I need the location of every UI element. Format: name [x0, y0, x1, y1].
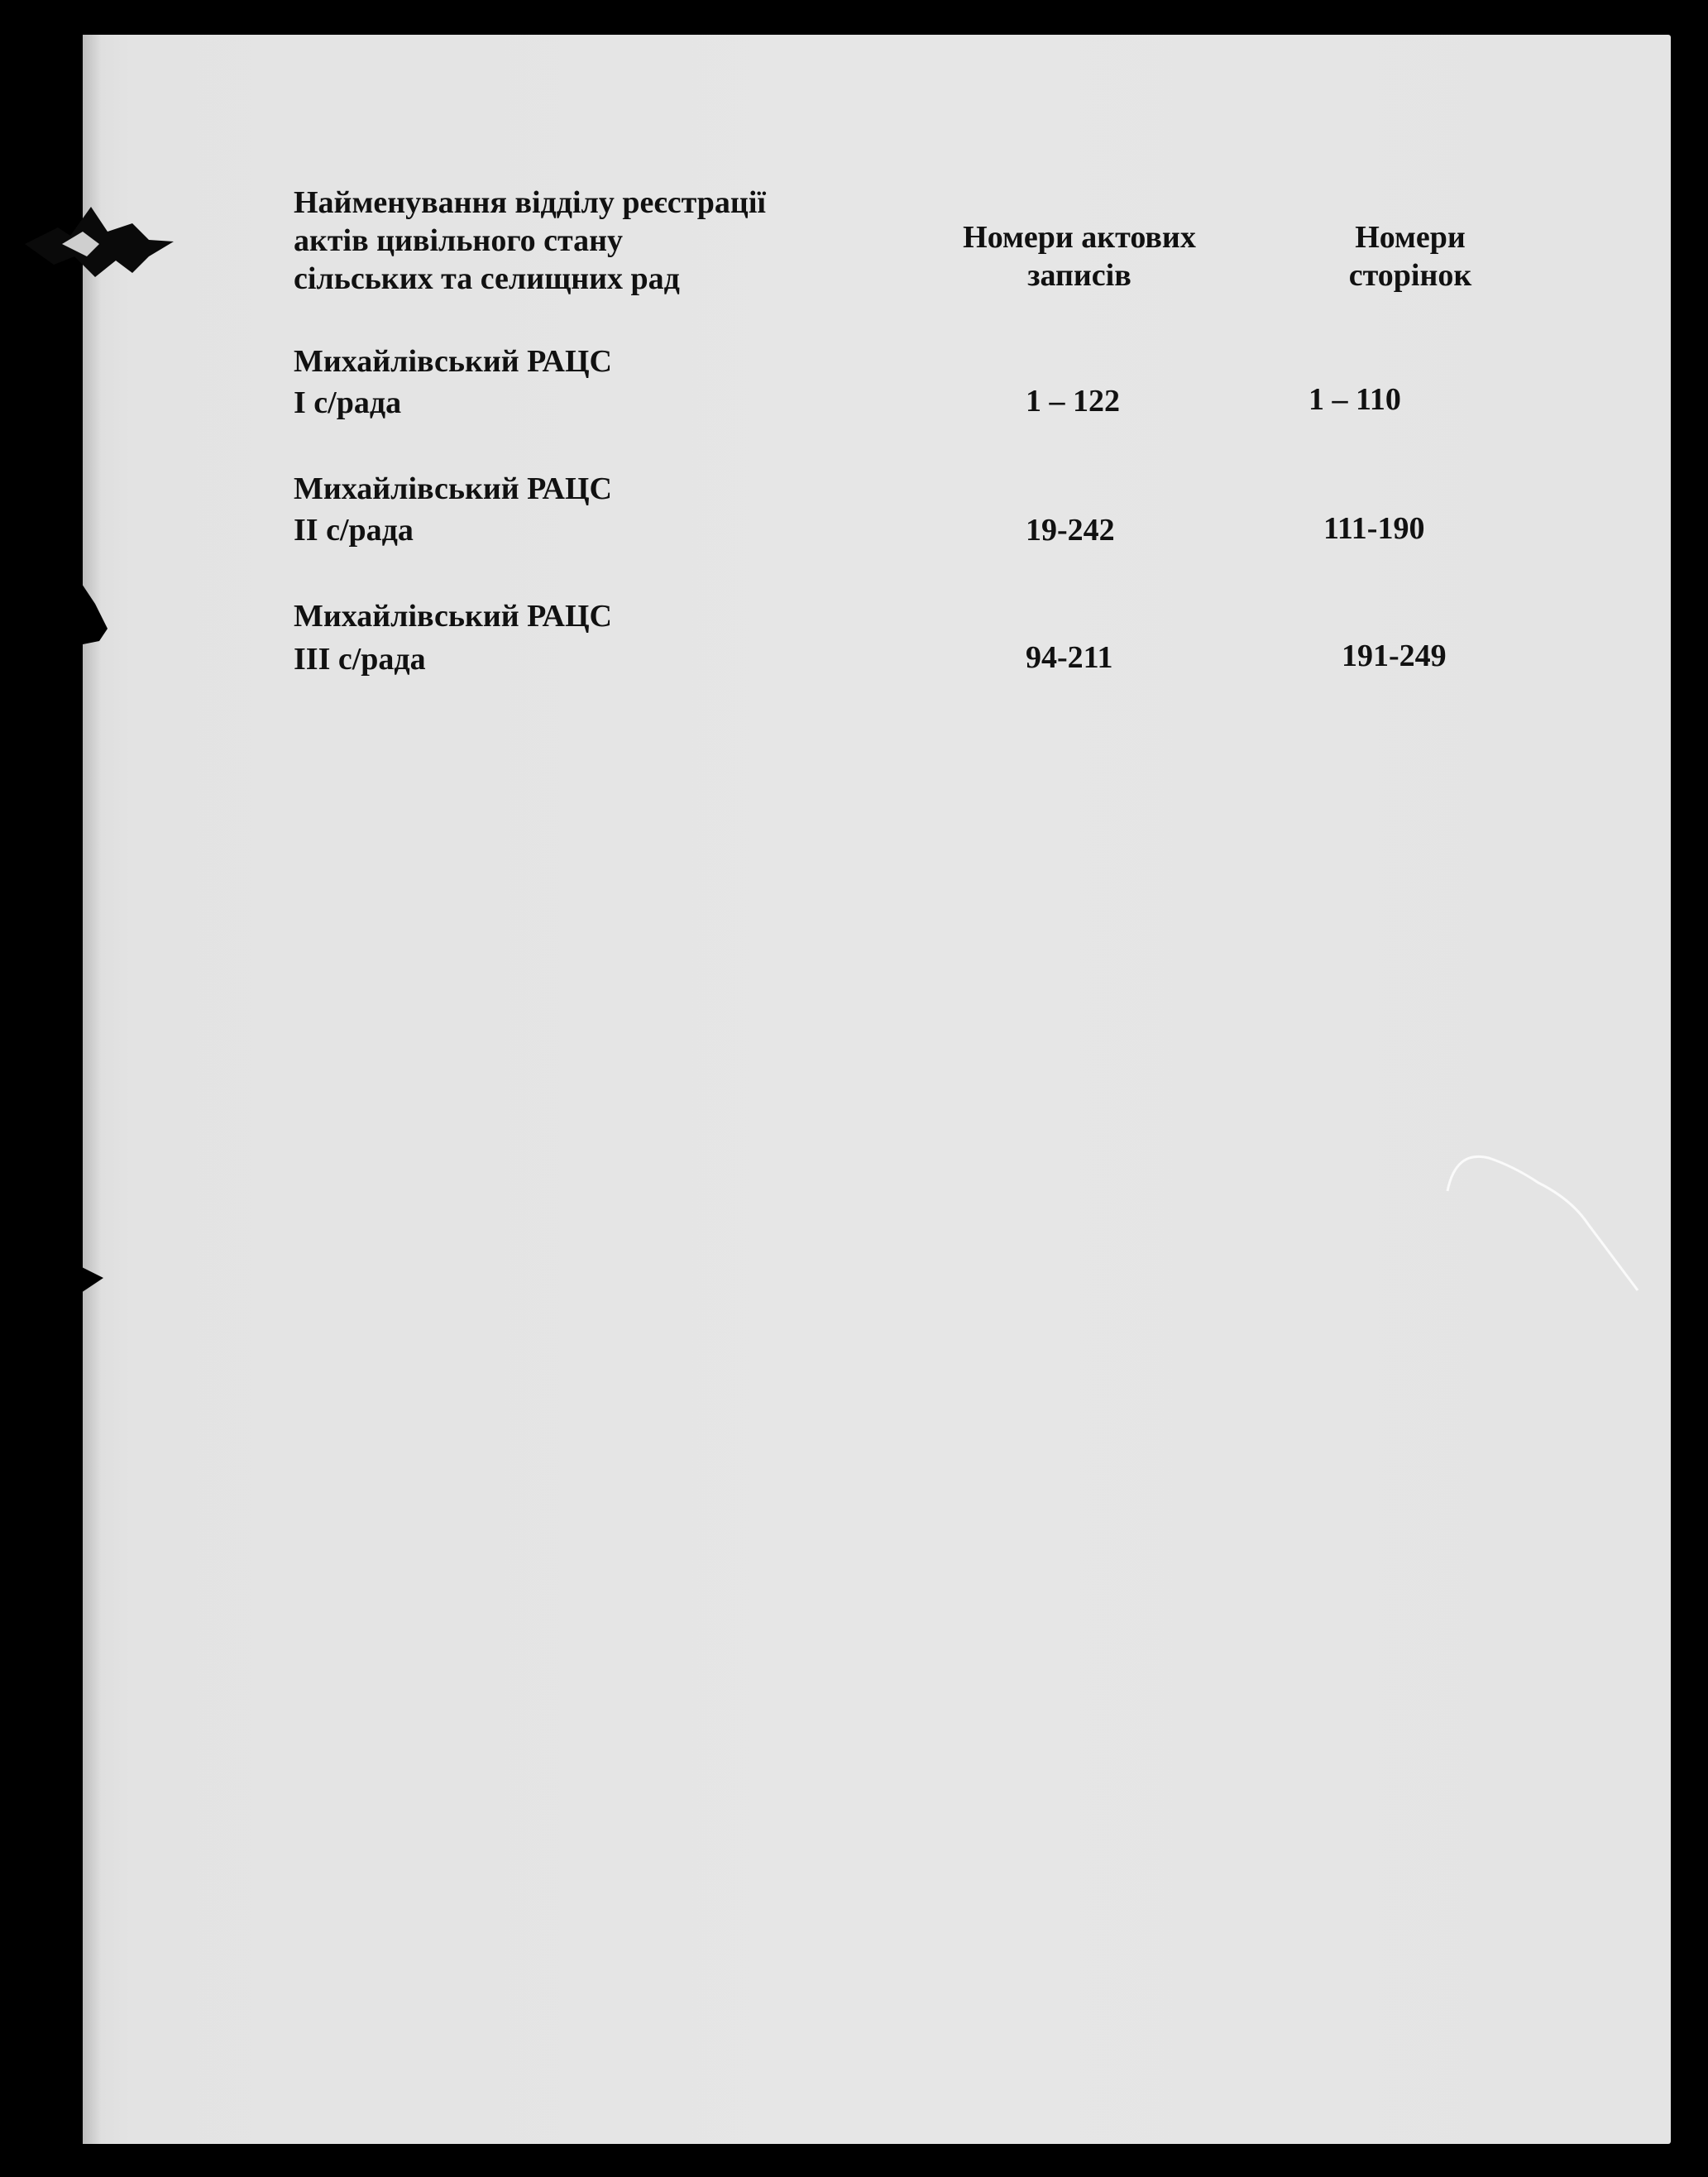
- row-3-records: 94-211: [1026, 640, 1113, 675]
- row-1-records: 1 – 122: [1026, 384, 1120, 419]
- header-records-line2: записів: [1027, 258, 1131, 293]
- torn-edge-middle: [79, 579, 112, 645]
- row-1-office: Михайлівський РАЦС: [294, 344, 612, 379]
- row-2-council: ІІ с/рада: [294, 513, 414, 548]
- torn-edge-top: [25, 199, 174, 281]
- header-dept-line3: сільських та селищних рад: [294, 261, 680, 296]
- row-1-pages: 1 – 110: [1309, 382, 1401, 417]
- row-2-office: Михайлівський РАЦС: [294, 471, 612, 506]
- row-2-pages: 111-190: [1323, 511, 1425, 546]
- header-dept-line1: Найменування відділу реєстрації: [294, 185, 766, 220]
- row-2-records: 19-242: [1026, 513, 1115, 548]
- paper-binding-edge: [83, 35, 101, 2144]
- header-records-line1: Номери актових: [963, 220, 1196, 255]
- row-1-council: І с/рада: [294, 385, 402, 420]
- torn-edge-lower: [79, 1266, 112, 1299]
- header-pages-line2: сторінок: [1348, 258, 1472, 293]
- header-dept-line2: актів цивільного стану: [294, 223, 624, 258]
- row-3-pages: 191-249: [1342, 639, 1447, 673]
- row-3-office: Михайлівський РАЦС: [294, 599, 612, 634]
- paper-crease: [1439, 1141, 1654, 1307]
- header-pages-line1: Номери: [1355, 220, 1466, 255]
- row-3-council: ІІІ с/рада: [294, 642, 426, 677]
